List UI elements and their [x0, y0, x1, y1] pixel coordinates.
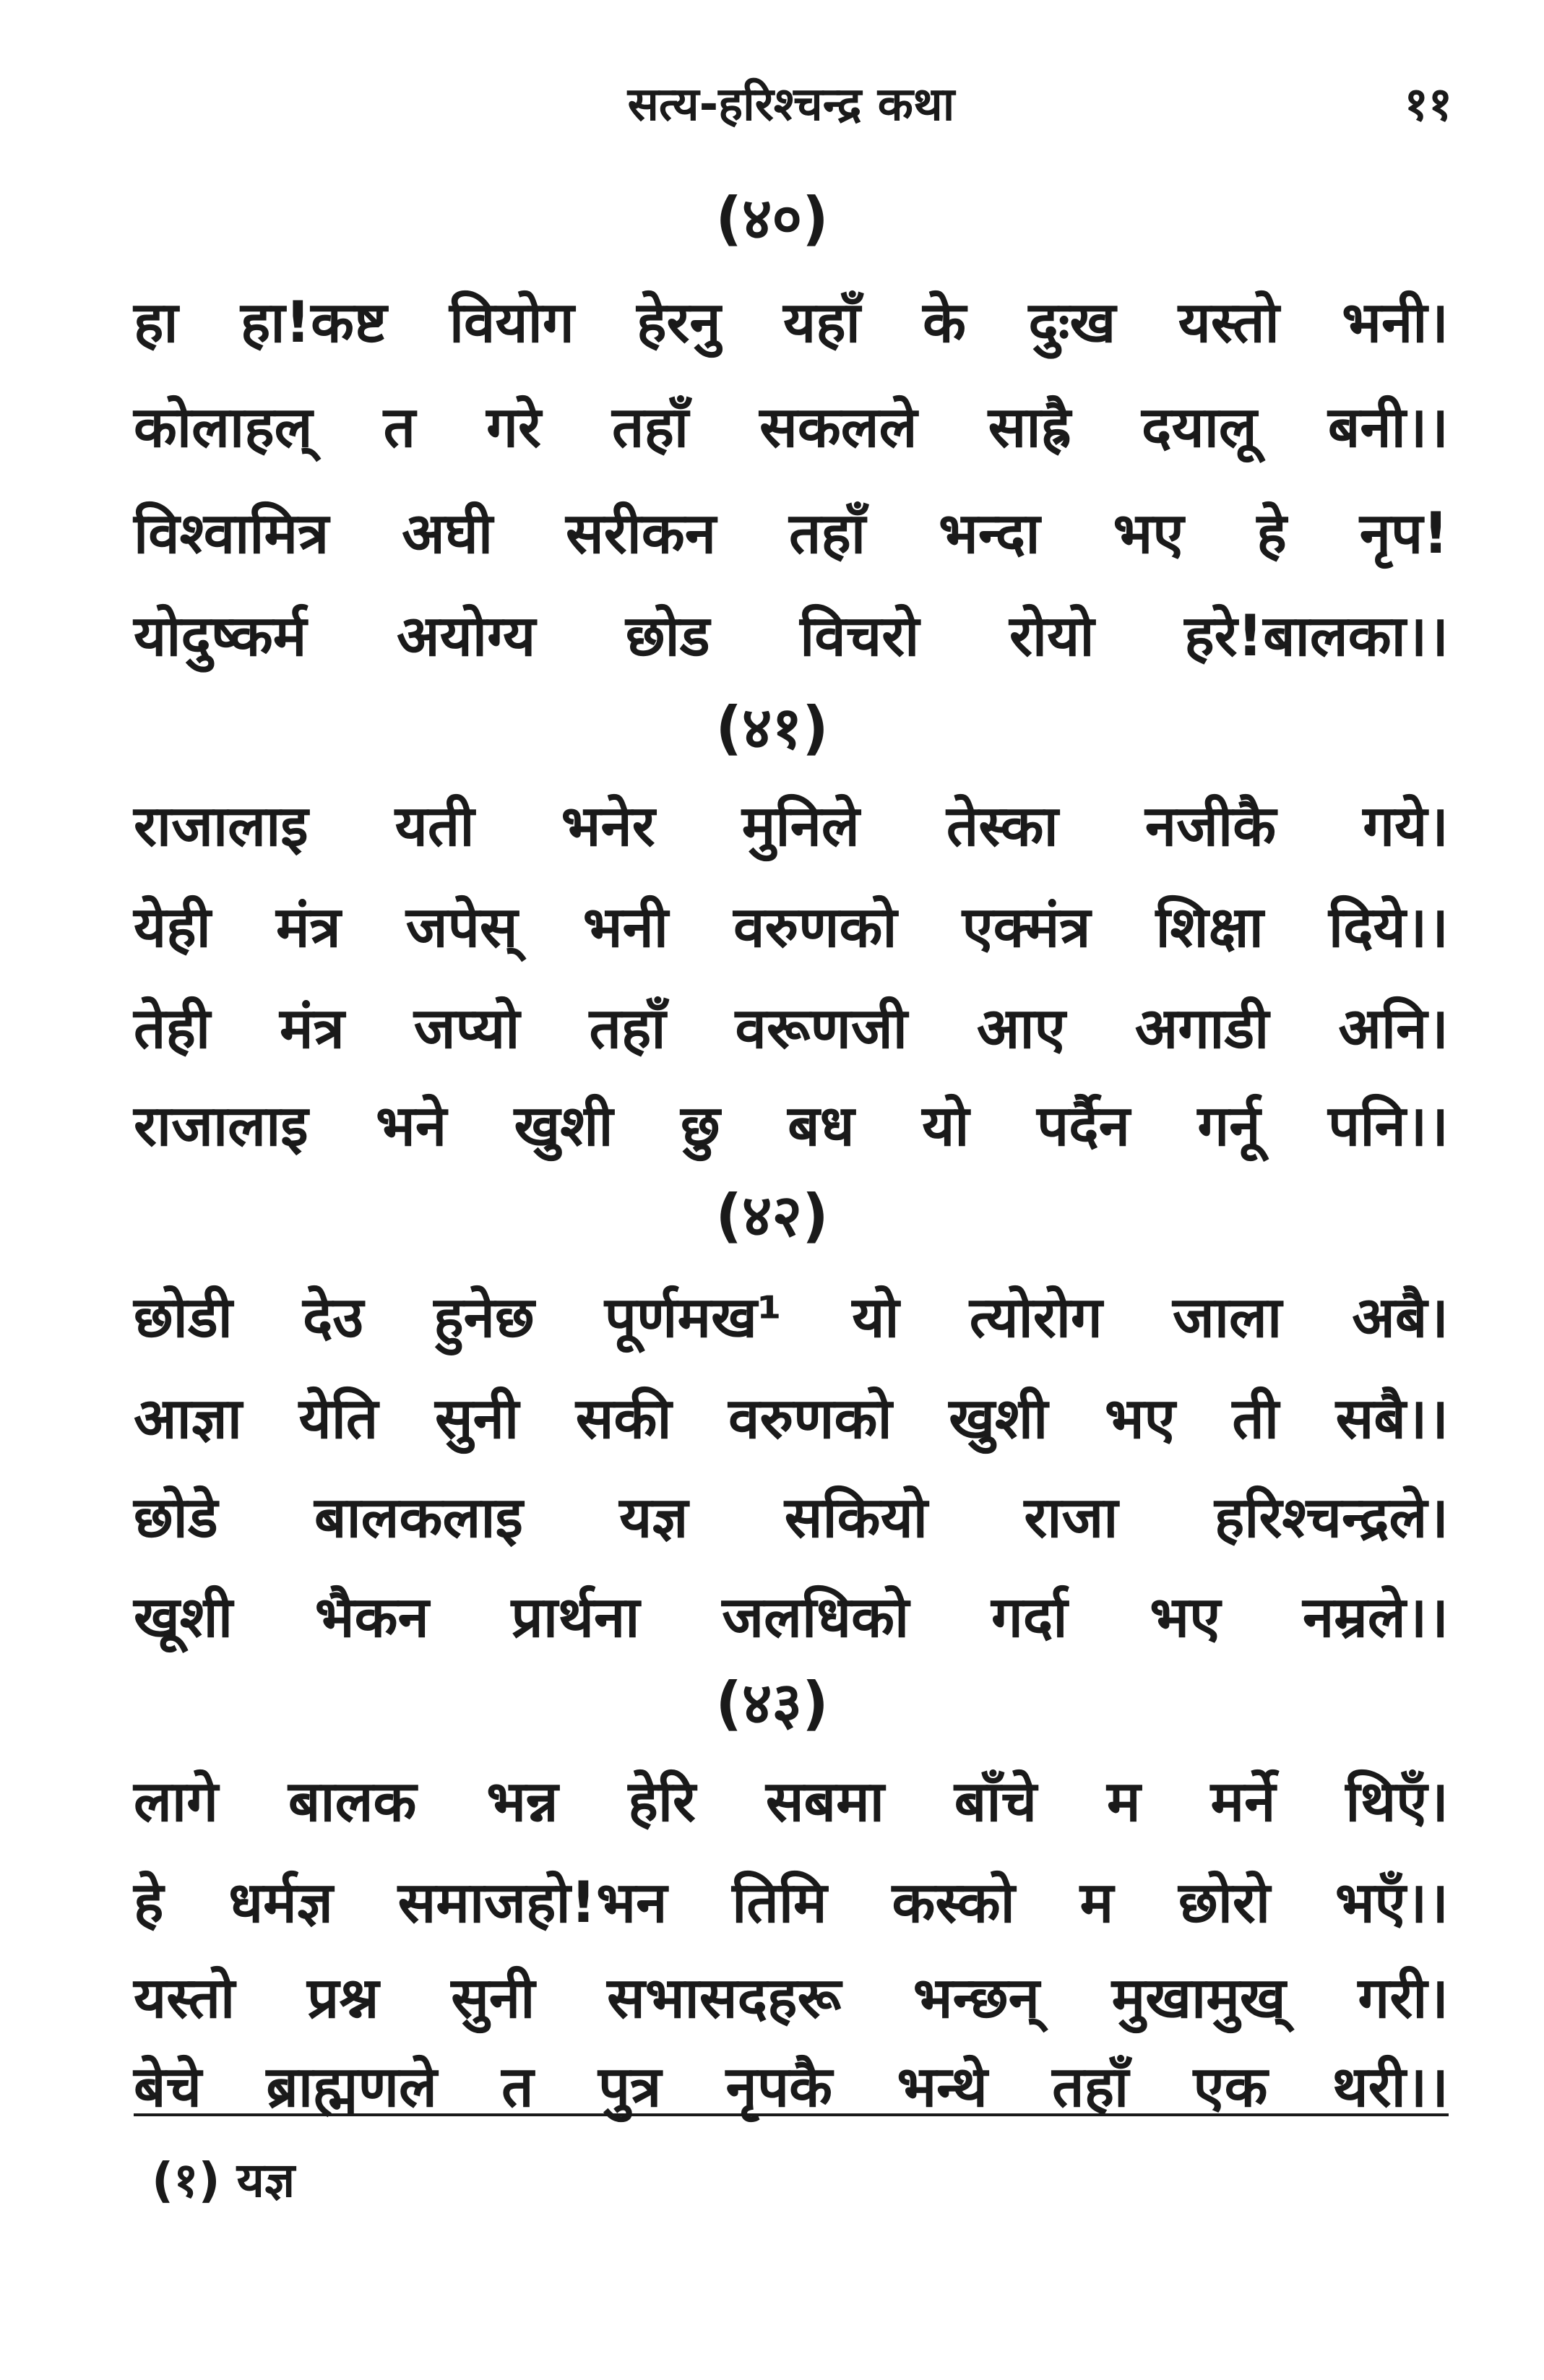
- verse-word: देउ: [302, 1285, 364, 1350]
- verse-word: भन्छन्: [913, 1966, 1040, 2031]
- verse-word: जप्यो: [413, 996, 520, 1061]
- verse-word: रोयो: [1009, 604, 1095, 669]
- verse-line: [134, 1585, 1449, 1650]
- footnote-divider: [134, 2113, 1449, 2116]
- verse-word: तेस्का: [946, 794, 1058, 859]
- verse-word: खूशी: [134, 1585, 233, 1650]
- verse-word: तहाँ: [611, 395, 689, 460]
- verse-word: भए: [1150, 1585, 1221, 1650]
- verse-word: ती: [1232, 1387, 1280, 1452]
- verse-word: तेही: [134, 996, 211, 1061]
- verse-word: यो: [922, 1094, 970, 1159]
- verse-word: पुत्र: [598, 2055, 662, 2120]
- verse-word: दुःख: [1028, 290, 1116, 355]
- verse-word: थिएँ।: [1345, 1769, 1449, 1834]
- verse-line: [134, 1285, 1449, 1350]
- verse-word: मुखामुख्: [1111, 1966, 1286, 2031]
- verse-word: अघी: [402, 501, 493, 566]
- verse-word: सबै।।: [1335, 1387, 1449, 1452]
- verse-word: म: [1079, 1871, 1114, 1936]
- verse-word: हेरनु: [637, 290, 721, 355]
- verse-word: राजालाइ: [134, 794, 309, 859]
- verse-word: के: [923, 290, 967, 355]
- verse-word: त्योरोग: [969, 1285, 1103, 1350]
- verse-word: तिमि: [732, 1871, 827, 1936]
- verse-word: बध: [788, 1094, 855, 1159]
- verse-word: येति: [298, 1387, 379, 1452]
- verse-word: हा!कष्ट: [240, 290, 387, 355]
- verse-word: शिक्षा: [1155, 895, 1264, 960]
- verse-number: (४०): [715, 185, 829, 252]
- running-title: सत्य-हरिश्चन्द्र कथा: [627, 78, 955, 131]
- verse-word: यहाँ: [782, 290, 861, 355]
- verse-word: सकियो: [784, 1486, 928, 1551]
- verse-word: राजा: [1024, 1486, 1118, 1551]
- verse-word: हरे!बालका।।: [1184, 604, 1449, 669]
- verse-line: [134, 1871, 1449, 1936]
- verse-word: हे: [134, 1871, 164, 1936]
- verse-line: [134, 1486, 1449, 1551]
- verse-word: पनि।।: [1328, 1094, 1449, 1159]
- verse-word: हेरि: [628, 1769, 696, 1834]
- verse-word: अयोग्य: [397, 604, 536, 669]
- verse-word: भने: [376, 1094, 447, 1159]
- verse-word: जलधिको: [722, 1585, 910, 1650]
- verse-word: जाला: [1172, 1285, 1282, 1350]
- verse-word: विश्वामित्र: [134, 501, 329, 566]
- verse-word: हे: [1256, 501, 1287, 566]
- verse-line: [134, 2055, 1449, 2120]
- verse-word: योदुष्कर्म: [134, 604, 307, 669]
- verse-word: त: [383, 395, 416, 460]
- verse-word: तहाँ: [589, 996, 666, 1061]
- verse-word: भएँ।।: [1334, 1871, 1449, 1936]
- verse-number: (४१): [715, 694, 829, 762]
- verse-word: म: [1106, 1769, 1141, 1834]
- page-number: ११: [1404, 78, 1452, 131]
- verse-word: हुनेछ: [434, 1285, 535, 1350]
- verse-word: ब्राह्मणले: [266, 2055, 437, 2120]
- verse-word: वियोग: [449, 290, 574, 355]
- verse-line: [134, 1094, 1449, 1159]
- verse-word: बाँचे: [954, 1769, 1038, 1834]
- verse-word: कोलाहल्: [134, 395, 313, 460]
- verse-word: अगाडी: [1134, 996, 1269, 1061]
- verse-word: गर्दा: [991, 1585, 1068, 1650]
- verse-line: [134, 1387, 1449, 1452]
- verse-line: [134, 794, 1449, 859]
- verse-word: नम्रले।।: [1302, 1585, 1449, 1650]
- verse-word: सुनी: [434, 1387, 519, 1452]
- verse-word: भए: [1113, 501, 1184, 566]
- verse-word: अनि।: [1338, 996, 1449, 1061]
- verse-number: (४३): [715, 1670, 829, 1737]
- verse-word: वरुणको: [733, 895, 897, 960]
- verse-word: सकी: [575, 1387, 672, 1452]
- verse-word: पर्दैन: [1036, 1094, 1130, 1159]
- verse-line: [134, 895, 1449, 960]
- verse-word: बालकलाइ: [314, 1486, 523, 1551]
- verse-word: आज्ञा: [134, 1387, 242, 1452]
- footnote-text: यज्ञ: [236, 2152, 296, 2208]
- verse-word: नृपकै: [725, 2055, 833, 2120]
- verse-word: दिये।।: [1328, 895, 1449, 960]
- verse-word: एक: [1193, 2055, 1268, 2120]
- verse-word: त: [501, 2055, 534, 2120]
- verse-word: हा: [134, 290, 178, 355]
- verse-line: [134, 996, 1449, 1061]
- verse-word: यज्ञ: [619, 1486, 689, 1551]
- verse-word: हरिश्चन्द्रले।: [1214, 1486, 1449, 1551]
- verse-word: विचरो: [800, 604, 920, 669]
- verse-word: दयालू: [1142, 395, 1257, 460]
- verse-word: प्रार्थना: [511, 1585, 640, 1650]
- verse-word: मंत्र: [280, 996, 345, 1061]
- verse-word: यो: [852, 1285, 900, 1350]
- verse-line: [134, 1769, 1449, 1834]
- verse-line: [134, 290, 1449, 355]
- verse-word: भए: [1104, 1387, 1176, 1452]
- verse-word: सरीकन: [565, 501, 717, 566]
- verse-word: भनेर: [561, 794, 655, 859]
- verse-word: यती: [394, 794, 475, 859]
- verse-number: (४२): [715, 1182, 829, 1249]
- verse-word: पूर्णमख¹: [604, 1285, 782, 1350]
- verse-word: भनी।: [1342, 290, 1449, 355]
- verse-word: भन्न: [486, 1769, 558, 1834]
- verse-word: छोडे: [134, 1486, 218, 1551]
- verse-line: [134, 395, 1449, 460]
- verse-word: छोड: [625, 604, 710, 669]
- verse-word: भन्दा: [938, 501, 1040, 566]
- footnote-marker: (१): [152, 2152, 220, 2208]
- verse-word: धर्मज्ञ: [228, 1871, 333, 1936]
- verse-word: एक्मंत्र: [962, 895, 1091, 960]
- verse-word: राजालाइ: [134, 1094, 309, 1159]
- verse-word: समाजहो!भन: [397, 1871, 668, 1936]
- verse-word: बेचे: [134, 2055, 202, 2120]
- verse-line: [134, 604, 1449, 669]
- verse-word: थरी।।: [1332, 2055, 1449, 2120]
- verse-word: गये।: [1363, 794, 1449, 859]
- verse-word: गरी।: [1358, 1966, 1449, 2031]
- verse-word: सबमा: [765, 1769, 884, 1834]
- verse-word: सभासदहरू: [607, 1966, 842, 2031]
- verse-word: जपेस्: [405, 895, 518, 960]
- verse-word: भैकन: [314, 1585, 429, 1650]
- verse-word: आए: [976, 996, 1066, 1061]
- verse-word: गर्नू: [1197, 1094, 1261, 1159]
- page-header: [130, 64, 1452, 143]
- verse-word: यस्तो: [134, 1966, 236, 2031]
- verse-word: बालक: [288, 1769, 417, 1834]
- verse-word: छु: [681, 1094, 720, 1159]
- verse-word: यस्तो: [1178, 290, 1280, 355]
- verse-word: भनी: [582, 895, 669, 960]
- verse-word: खुशी: [514, 1094, 613, 1159]
- verse-word: मंत्र: [275, 895, 341, 960]
- verse-word: सकलले: [759, 395, 918, 460]
- verse-line: [134, 501, 1449, 566]
- verse-word: लागे: [134, 1769, 219, 1834]
- verse-word: कस्को: [892, 1871, 1015, 1936]
- verse-word: मुनिले: [741, 794, 860, 859]
- verse-word: नजीकै: [1144, 794, 1277, 859]
- verse-word: भन्थे: [897, 2055, 988, 2120]
- verse-word: प्रश्न: [306, 1966, 379, 2031]
- verse-word: तहाँ: [788, 501, 866, 566]
- verse-word: सुनी: [451, 1966, 535, 2031]
- verse-line: [134, 1966, 1449, 2031]
- verse-word: बनी।।: [1327, 395, 1449, 460]
- verse-word: नृप!: [1359, 501, 1449, 566]
- verse-word: मर्ने: [1210, 1769, 1276, 1834]
- verse-word: छोरो: [1178, 1871, 1271, 1936]
- verse-word: तहाँ: [1052, 2055, 1129, 2120]
- verse-word: वरूणजी: [735, 996, 907, 1061]
- verse-word: अबै।: [1352, 1285, 1449, 1350]
- verse-word: साह्रै: [988, 395, 1071, 460]
- verse-word: खुशी: [949, 1387, 1048, 1452]
- verse-word: वरुणको: [728, 1387, 892, 1452]
- verse-word: गरे: [486, 395, 541, 460]
- verse-word: येही: [134, 895, 211, 960]
- verse-word: छोडी: [134, 1285, 233, 1350]
- footnote: [152, 2146, 295, 2211]
